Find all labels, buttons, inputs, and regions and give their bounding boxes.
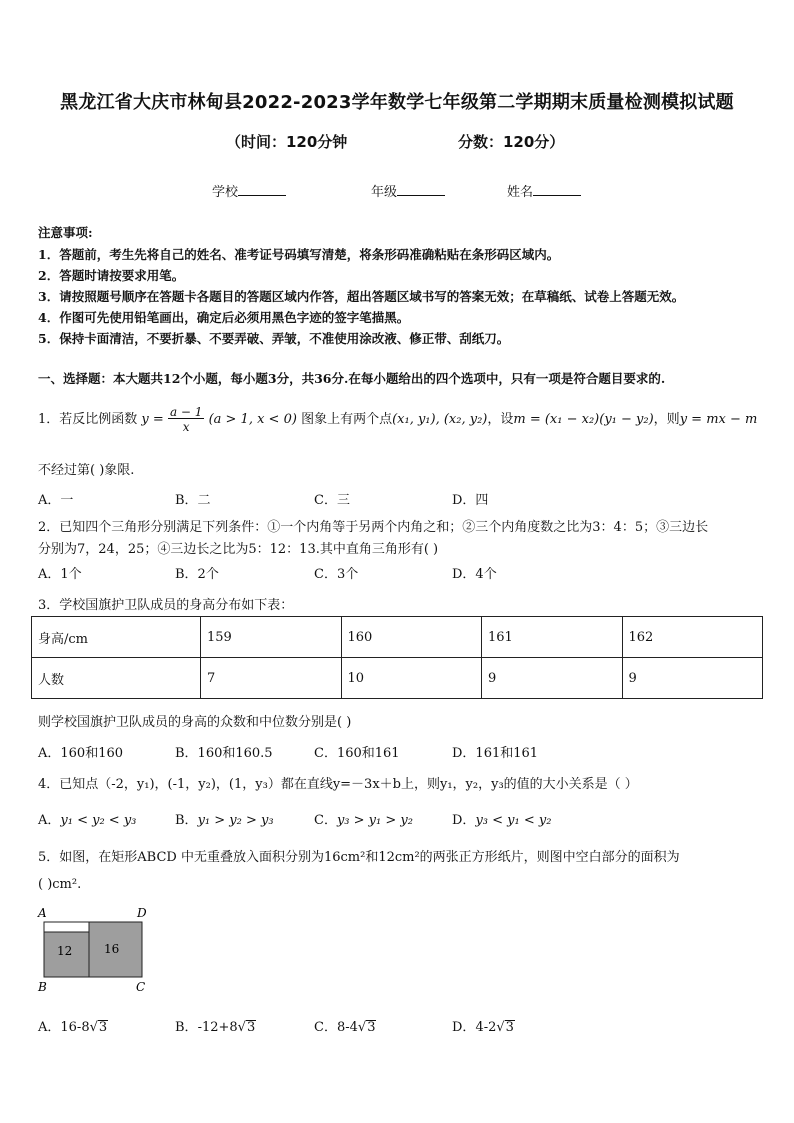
height-table [31, 616, 763, 699]
q4-stem: 4．已知点（-2，y₁)，(-1，y₂)，(1，y₃）都在直线y=－3x＋b上，则y₁，y₂，y₃的值的大小关系是（ ） [38, 777, 638, 792]
school-label: 学校 [212, 185, 239, 200]
q4-option-a[interactable]: A．y₁ < y₂ < y₃ [38, 813, 137, 828]
notice-item: 4．作图可先使用铅笔画出，确定后必须用黑色字迹的签字笔描黑。 [38, 310, 410, 325]
grade-label: 年级 [371, 185, 398, 200]
vertex-d: D [137, 906, 147, 920]
name-label: 姓名 [507, 185, 534, 200]
question-1: 1．若反比例函数 y = $\frac{a - 1}{x}$ (a > 1, x < 0) 图象上有两个点(x₁, y₁), (x₂, y₂)，设m = (x₁ − x₂)(y₁ − y₂)，则y = mx − m [38, 405, 758, 434]
page-title: 黑龙江省大庆市林甸县2022-2023学年数学七年级第二学期期末质量检测模拟试题 [60, 92, 734, 113]
q1-prefix: 1．若反比例函数 [38, 412, 138, 427]
q1-line: y = mx − m [679, 412, 758, 427]
q3-stem: 3．学校国旗护卫队成员的身高分布如下表： [38, 598, 294, 613]
q4-option-c[interactable]: C．y₃ > y₁ > y₂ [314, 813, 413, 828]
q5-option-c[interactable]: C．8-4√3 [314, 1020, 376, 1035]
q3-option-c[interactable]: C．160和161 [314, 746, 400, 761]
q1-option-c[interactable]: C．三 [314, 493, 350, 508]
school-blank [238, 184, 286, 196]
q5-option-b[interactable]: B．-12+8√3 [175, 1020, 256, 1035]
school-field [212, 181, 286, 200]
q5-option-d[interactable]: D．4-2√3 [452, 1020, 514, 1035]
table-cell: 160 [341, 617, 482, 658]
q1-points: (x₁, y₁), (x₂, y₂) [392, 412, 488, 427]
exam-score: 分数：120分） [458, 133, 565, 151]
q1-mid: 图象上有两个点 [301, 412, 393, 427]
q1-m-expr: m = (x₁ − x₂)(y₁ − y₂) [513, 412, 654, 427]
q1-option-b[interactable]: B．二 [175, 493, 211, 508]
vertex-a: A [38, 906, 47, 920]
q3-option-b[interactable]: B．160和160.5 [175, 746, 273, 761]
label-big: 16 [104, 942, 120, 956]
q4-option-d[interactable]: D．y₃ < y₁ < y₂ [452, 813, 552, 828]
name-field [507, 181, 581, 200]
q2-line2: 分别为7，24，25；④三边长之比为5：12：13.其中直角三角形有( ) [38, 542, 439, 557]
notice-item: 5．保持卡面清洁，不要折暴、不要弄破、弄皱，不准使用涂改液、修正带、刮纸刀。 [38, 331, 510, 346]
exam-time: （时间：120分钟 [226, 133, 348, 151]
table-cell: 161 [482, 617, 623, 658]
q1-option-a[interactable]: A．一 [38, 493, 74, 508]
q3-option-a[interactable]: A．160和160 [38, 746, 124, 761]
notice-item: 2．答题时请按要求用笔。 [38, 268, 185, 283]
label-small: 12 [57, 944, 73, 958]
q2-option-d[interactable]: D．4个 [452, 567, 497, 582]
table-cell: 人数 [32, 658, 201, 699]
q1-fraction: $\frac{a - 1}{x}$ [169, 405, 203, 434]
vertex-c: C [136, 980, 146, 994]
section-heading: 一、选择题：本大题共12个小题，每小题3分，共36分.在每小题给出的四个选项中，只有一项是符合题目要求的. [38, 371, 666, 386]
notice-heading: 注意事项: [38, 225, 93, 240]
table-cell: 10 [341, 658, 482, 699]
q5-option-a[interactable]: A．16-8√3 [38, 1020, 108, 1035]
notice-item: 3．请按照题号顺序在答题卡各题目的答题区域内作答，超出答题区域书写的答案无效；在草稿纸、试卷上答题无效。 [38, 289, 685, 304]
table-cell: 7 [201, 658, 342, 699]
grade-blank [397, 184, 445, 196]
name-blank [533, 184, 581, 196]
q2-line1: 2．已知四个三角形分别满足下列条件：①一个内角等于另两个内角之和；②三个内角度数之比为3：4：5；③三边长 [38, 520, 709, 535]
table-cell: 身高/cm [32, 617, 201, 658]
rectangle-figure [30, 903, 160, 998]
q4-option-b[interactable]: B．y₁ > y₂ > y₃ [175, 813, 274, 828]
q3-option-d[interactable]: D．161和161 [452, 746, 539, 761]
table-cell: 159 [201, 617, 342, 658]
q2-option-a[interactable]: A．1个 [38, 567, 82, 582]
vertex-b: B [38, 980, 47, 994]
q1-condition: (a > 1, x < 0) [208, 412, 297, 427]
q2-option-b[interactable]: B．2个 [175, 567, 219, 582]
notice-item: 1．答题前，考生先将自己的姓名、准考证号码填写清楚，将条形码准确粘贴在条形码区域内。 [38, 247, 560, 262]
table-row [32, 617, 763, 658]
q3-tail: 则学校国旗护卫队成员的身高的众数和中位数分别是( ) [38, 715, 352, 730]
table-cell: 9 [482, 658, 623, 699]
table-row [32, 658, 763, 699]
grade-field [371, 181, 445, 200]
table-cell: 9 [622, 658, 763, 699]
q1-option-d[interactable]: D．四 [452, 493, 489, 508]
q5-tail: ( )cm². [38, 877, 82, 892]
q2-option-c[interactable]: C．3个 [314, 567, 359, 582]
q1-y-eq: y = [141, 412, 164, 427]
table-cell: 162 [622, 617, 763, 658]
q1-tail: 不经过第( )象限. [38, 463, 135, 478]
q5-stem: 5．如图，在矩形ABCD 中无重叠放入面积分别为16cm²和12cm²的两张正方形纸片，则图中空白部分的面积为 [38, 850, 680, 865]
